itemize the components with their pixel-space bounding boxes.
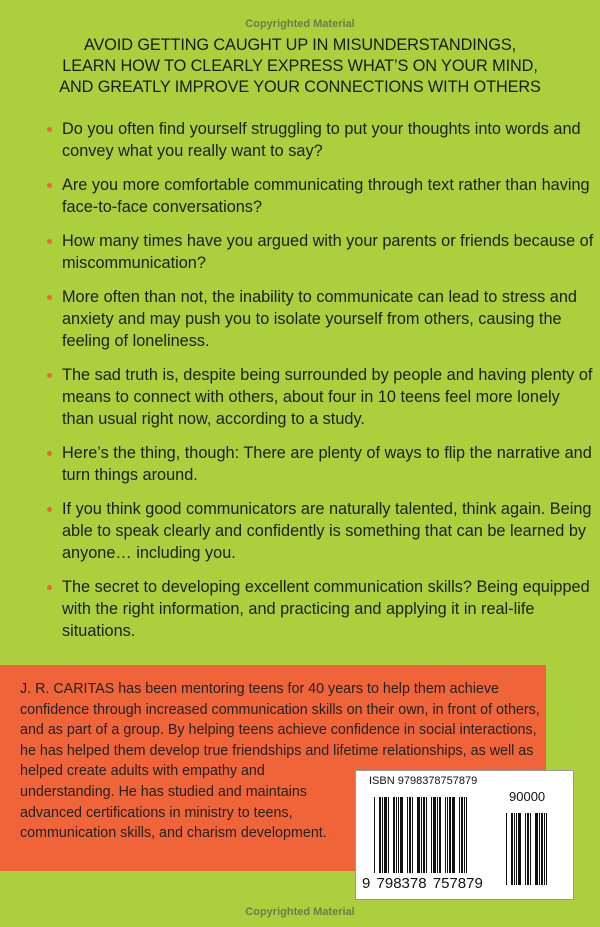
barcode-bar <box>459 797 460 873</box>
barcode-bar <box>461 797 463 873</box>
barcode-bar <box>390 797 392 873</box>
bullet-icon <box>47 585 52 590</box>
price-barcode-bars <box>506 813 563 885</box>
barcode-bar <box>511 813 513 885</box>
barcode-bar <box>546 813 547 885</box>
barcode-digit: 757879 <box>432 875 483 892</box>
barcode-bar <box>376 797 378 873</box>
bullet-item <box>45 498 595 564</box>
barcode-bar <box>407 797 408 873</box>
bullet-text: If you think good communicators are naturally talented, think again. Being able to speak clearly and confidently is something that can be learned by anyone… including you. <box>62 500 592 562</box>
barcode-bar <box>396 797 397 873</box>
barcode-bar <box>421 797 422 873</box>
headline <box>0 35 600 98</box>
barcode-bar <box>535 813 538 885</box>
barcode-bar <box>442 797 444 873</box>
barcode-bar <box>456 797 458 873</box>
barcode-bar <box>516 813 517 885</box>
barcode-bar <box>384 797 387 873</box>
barcode-bar <box>445 797 446 873</box>
barcode-bar <box>382 797 383 873</box>
bullet-item <box>45 286 595 352</box>
bullet-icon <box>47 295 52 300</box>
barcode-bar <box>539 813 540 885</box>
headline-line: AND GREATLY IMPROVE YOUR CONNECTIONS WITH OTHERS <box>59 78 541 96</box>
author-bio-text: J. R. CARITAS has been mentoring teens for 40 years to help them achieve confidence through increased communication skills on their own, in front of others, and as part of a group. By helping teens achieve confidence in social interactions, he has helped them develop true friendships and lifetime relationships, as well as helped create adults with empathy and understanding. He has studied and maintains advanced certifications in ministry to teens, communication skills, and charism development. <box>20 681 540 842</box>
barcode-bar <box>518 813 521 885</box>
bullet-icon <box>47 507 52 512</box>
barcode-bar <box>532 813 534 885</box>
barcode-bar <box>388 797 389 873</box>
bullet-item <box>45 174 595 218</box>
barcode-bar <box>393 797 395 873</box>
barcode-bar <box>522 813 524 885</box>
bullet-icon <box>47 127 52 132</box>
bullet-item <box>45 230 595 274</box>
bullet-icon <box>47 373 52 378</box>
bullet-text: Are you more comfortable communicating through text rather than having face-to-face conversations? <box>62 176 590 216</box>
barcode-bar <box>508 813 510 885</box>
bullet-item <box>45 442 595 486</box>
headline-line: AVOID GETTING CAUGHT UP IN MISUNDERSTANDINGS, <box>83 36 517 54</box>
barcode-bar <box>423 797 425 873</box>
barcode-bar <box>447 797 448 873</box>
barcode-digit: 798378 <box>376 875 427 892</box>
bullet-icon <box>47 451 52 456</box>
barcode-bar <box>379 797 381 873</box>
bullet-item <box>45 576 595 642</box>
barcode-bar <box>449 797 451 873</box>
barcode-bar <box>541 813 543 885</box>
bullet-item <box>45 118 595 162</box>
barcode-bar <box>400 797 403 873</box>
barcode-bar <box>466 797 467 873</box>
bullet-text: The secret to developing excellent communication skills? Being equipped with the right information, and practicing and applying it in real-life situations. <box>62 578 590 640</box>
barcode-bar <box>506 813 507 885</box>
barcode-bar <box>525 813 526 885</box>
barcode-bar <box>437 797 438 873</box>
barcode-bar <box>544 813 545 885</box>
bullet-icon <box>47 183 52 188</box>
bullet-icon <box>47 239 52 244</box>
barcode-bar <box>530 813 531 885</box>
barcode-digit: 9 <box>362 875 371 892</box>
barcode-bar <box>414 797 416 873</box>
isbn-label: ISBN 9798378757879 <box>369 775 478 787</box>
barcode-bar <box>412 797 413 873</box>
watermark-bottom: Copyrighted Material <box>245 906 355 918</box>
bullet-text: Here’s the thing, though: There are plenty of ways to flip the narrative and turn things around. <box>62 444 592 484</box>
barcode-bar <box>433 797 436 873</box>
bullet-text: How many times have you argued with your parents or friends because of miscommunication? <box>62 232 594 272</box>
barcode-bar <box>431 797 432 873</box>
bullet-text: The sad truth is, despite being surrounded by people and having plenty of means to connect with others, about four in 10 teens feel more lonely than usual right now, according to a study. <box>62 366 593 428</box>
bullet-item <box>45 364 595 430</box>
watermark-top: Copyrighted Material <box>245 18 355 30</box>
barcode-bar <box>409 797 411 873</box>
bullet-text: More often than not, the inability to communicate can lead to stress and anxiety and may push you to isolate yourself from others, causing the feeling of loneliness. <box>62 288 577 350</box>
barcode-bar <box>439 797 441 873</box>
isbn-barcode <box>355 770 574 900</box>
barcode-bars <box>374 797 507 873</box>
barcode-bar <box>417 797 420 873</box>
barcode-bar <box>404 797 406 873</box>
barcode-bar <box>527 813 529 885</box>
bullet-list <box>45 118 595 654</box>
barcode-bar <box>374 797 375 873</box>
bullet-text: Do you often find yourself struggling to put your thoughts into words and convey what you really want to say? <box>62 120 581 160</box>
barcode-bar <box>398 797 399 873</box>
barcode-bar <box>452 797 455 873</box>
barcode-bar <box>428 797 430 873</box>
barcode-bar <box>464 797 465 873</box>
price-code: 90000 <box>509 789 546 804</box>
barcode-bar <box>514 813 515 885</box>
barcode-digits <box>361 875 484 892</box>
barcode-bar <box>426 797 427 873</box>
headline-line: LEARN HOW TO CLEARLY EXPRESS WHAT’S ON YOUR MIND, <box>62 57 538 75</box>
